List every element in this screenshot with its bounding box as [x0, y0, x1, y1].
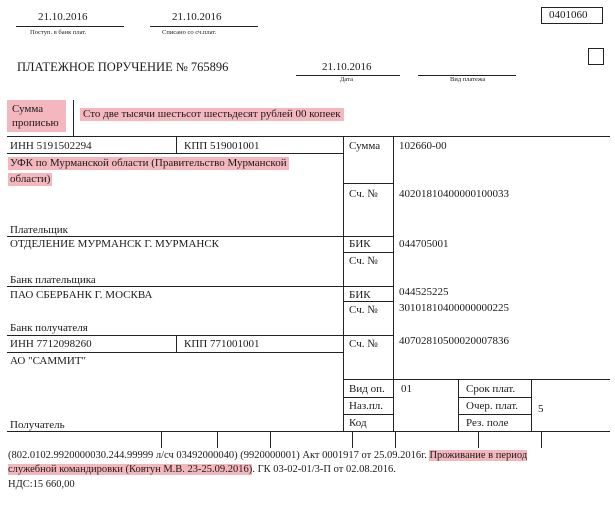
sum-label: Сумма [349, 140, 381, 152]
purpose-label: Наз.пл. [349, 400, 384, 412]
payee-bank-bik-label: БИК [349, 289, 371, 301]
order-value: 5 [538, 403, 544, 415]
payee-kpp: КПП 771001001 [184, 338, 260, 350]
payee-inn: ИНН 7712098260 [10, 338, 92, 350]
order-date: 21.10.2016 [322, 61, 372, 73]
box-divider-6 [478, 431, 479, 448]
purpose-line2-highlight: служебной командировки (Ковтун М.В. 23-25.09.2016) [8, 464, 253, 475]
purpose-line1 [8, 451, 527, 462]
payee-name: АО "САММИТ" [10, 355, 87, 367]
row-line-purpose [343, 414, 393, 415]
date-debited-underline [150, 26, 258, 27]
payee-label: Получатель [10, 419, 65, 431]
box-divider-1 [161, 431, 162, 448]
reserve-label: Рез. поле [466, 417, 509, 429]
op-type-value: 01 [401, 383, 412, 395]
row-line-order [458, 414, 531, 415]
row-line-amount [7, 136, 610, 137]
grid-line-payer-kpp [176, 136, 177, 153]
grid-line-main-right [343, 136, 344, 431]
amount-words-divider [73, 100, 74, 136]
amount-words-label-2: прописью [12, 117, 59, 129]
form-code: 0401060 [549, 9, 588, 21]
purpose-line2 [8, 465, 396, 476]
status-box [588, 48, 604, 65]
row-line-payer-bank [7, 286, 393, 287]
purpose-line1-highlight: Проживание в период [429, 450, 528, 461]
purpose-line2-text: . ГК 03-02-01/3-П от 02.08.2016. [252, 464, 396, 475]
payer-bank-name: ОТДЕЛЕНИЕ МУРМАНСК Г. МУРМАНСК [10, 238, 220, 250]
payer-bank-label: Банк плательщика [10, 274, 96, 286]
document-title: ПЛАТЕЖНОЕ ПОРУЧЕНИЕ № 765896 [17, 60, 229, 74]
payee-bank-label: Банк получателя [10, 322, 88, 334]
row-line-sum [343, 183, 393, 184]
box-divider-4 [352, 431, 353, 448]
date-received-caption: Поступ. в банк плат. [30, 29, 87, 36]
payer-name-line1: УФК по Мурманской области (Правительство Мурманской [10, 157, 287, 169]
op-type-label: Вид оп. [349, 383, 385, 395]
payee-acc-label: Сч. № [349, 338, 378, 350]
term-label: Срок плат. [466, 383, 516, 395]
order-label: Очер. плат. [466, 400, 519, 412]
box-divider-5 [395, 431, 396, 448]
date-debited-caption: Списано со сч.плат. [162, 29, 217, 36]
payee-bank-bik: 044525225 [399, 286, 449, 298]
payee-acc: 40702810500020007836 [399, 335, 509, 347]
payee-bank-acc-label: Сч. № [349, 304, 378, 316]
grid-line-term-right [531, 379, 532, 431]
payer-kpp: КПП 519001001 [184, 140, 260, 152]
row-line-payee [7, 431, 610, 432]
purpose-line3: НДС:15 660,00 [8, 479, 75, 490]
payer-acc-label: Сч. № [349, 188, 378, 200]
grid-line-values-left [393, 136, 394, 431]
order-date-caption: Дата [340, 76, 353, 83]
amount-words-text: Сто две тысячи шестьсот шестьдесят рублей 00 копеек [80, 108, 344, 121]
purpose-line1-text: (802.0102.9920000030.244.99999 л/сч 03492000040) (9920000001) Акт 0001917 от 25.09.2016г. [8, 450, 430, 461]
box-divider-3 [270, 431, 271, 448]
payee-bank-name: ПАО СБЕРБАНК Г. МОСКВА [10, 289, 153, 301]
box-divider-7 [541, 431, 542, 448]
payer-name-line2: области) [10, 173, 51, 185]
payer-label: Плательщик [10, 224, 68, 236]
row-line-op-type [343, 397, 393, 398]
payment-type-caption: Вид платежа [450, 76, 486, 83]
row-line-payer [7, 236, 393, 237]
row-line-term [458, 397, 531, 398]
sum-value: 102660-00 [399, 140, 447, 152]
code-label: Код [349, 417, 367, 429]
grid-line-opcode-right [458, 379, 459, 431]
date-received-underline [16, 26, 124, 27]
payer-bank-bik: 044705001 [399, 238, 449, 250]
payee-bank-corr-acc: 30101810400000000225 [399, 302, 509, 314]
date-received: 21.10.2016 [38, 11, 88, 23]
payer-bank-bik-label: БИК [349, 238, 371, 250]
payer-inn: ИНН 5191502294 [10, 140, 92, 152]
row-line-payee-bank [7, 335, 393, 336]
payer-bank-acc-label: Сч. № [349, 255, 378, 267]
row-line-payer-inn [7, 153, 343, 154]
row-line-payee-acc [343, 379, 610, 380]
date-debited: 21.10.2016 [172, 11, 222, 23]
row-line-payer-bik [343, 252, 393, 253]
amount-words-label-1: Сумма [12, 103, 44, 115]
box-divider-2 [217, 431, 218, 448]
row-line-payee-bik [343, 301, 393, 302]
grid-line-payee-kpp [176, 335, 177, 352]
payer-acc: 40201810400000100033 [399, 188, 509, 200]
row-line-payee-inn [7, 352, 343, 353]
